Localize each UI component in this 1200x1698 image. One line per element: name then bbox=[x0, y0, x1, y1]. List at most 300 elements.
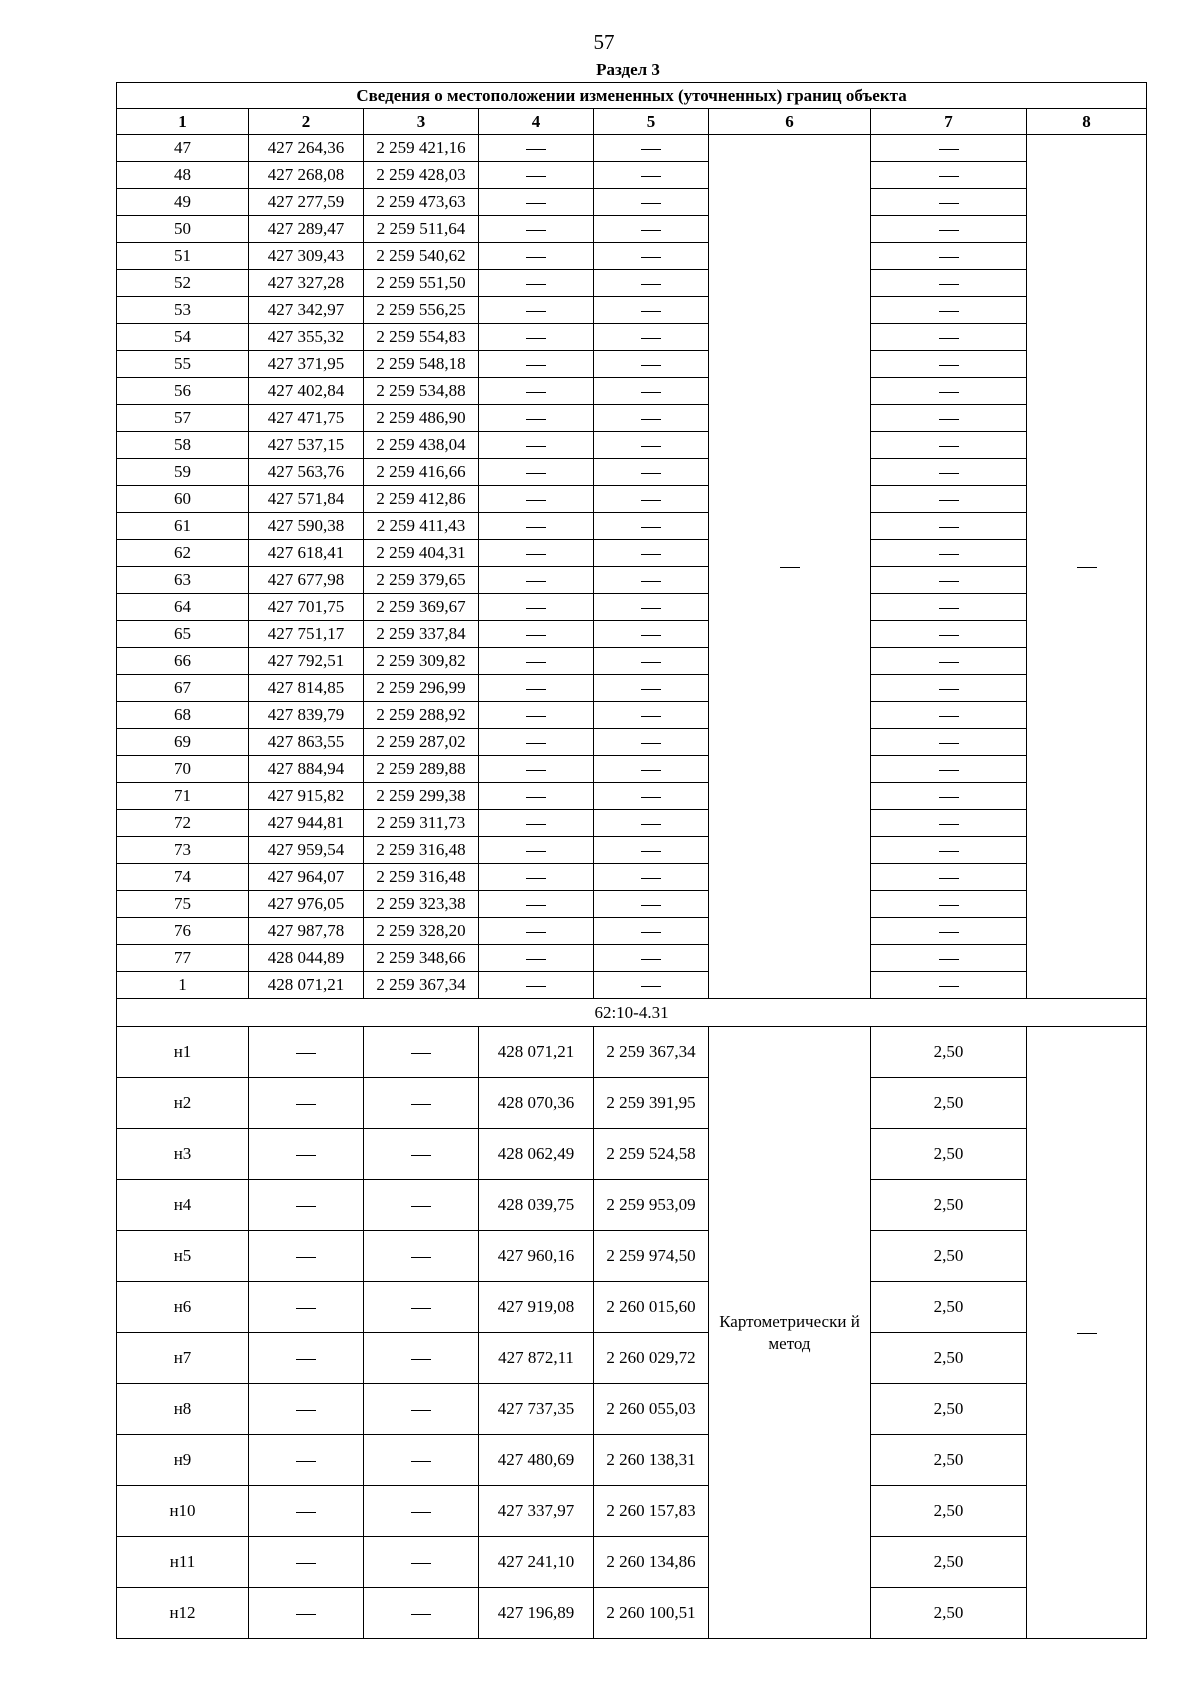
description-cell bbox=[1027, 1027, 1147, 1639]
point-number: 64 bbox=[117, 594, 249, 621]
existing-x: 427 342,97 bbox=[249, 297, 364, 324]
existing-y: 2 259 367,34 bbox=[364, 972, 479, 999]
point-number: н5 bbox=[117, 1231, 249, 1282]
dash-mark bbox=[526, 554, 546, 555]
precision-cell bbox=[871, 243, 1027, 270]
existing-y: 2 259 428,03 bbox=[364, 162, 479, 189]
table-row bbox=[117, 891, 1147, 918]
existing-x: 427 751,17 bbox=[249, 621, 364, 648]
existing-y: 2 259 309,82 bbox=[364, 648, 479, 675]
new-y bbox=[594, 270, 709, 297]
existing-x: 427 277,59 bbox=[249, 189, 364, 216]
existing-y: 2 259 296,99 bbox=[364, 675, 479, 702]
existing-x bbox=[249, 1537, 364, 1588]
new-y bbox=[594, 594, 709, 621]
new-x bbox=[479, 783, 594, 810]
table-row bbox=[117, 1537, 1147, 1588]
dash-mark bbox=[411, 1104, 431, 1105]
new-x: 427 241,10 bbox=[479, 1537, 594, 1588]
dash-mark bbox=[939, 743, 959, 744]
precision-cell: 2,50 bbox=[871, 1435, 1027, 1486]
existing-x: 427 618,41 bbox=[249, 540, 364, 567]
new-y bbox=[594, 351, 709, 378]
dash-mark bbox=[939, 689, 959, 690]
point-number: н7 bbox=[117, 1333, 249, 1384]
dash-mark bbox=[296, 1563, 316, 1564]
existing-x: 427 944,81 bbox=[249, 810, 364, 837]
table-row bbox=[117, 675, 1147, 702]
point-number: 70 bbox=[117, 756, 249, 783]
dash-mark bbox=[939, 905, 959, 906]
point-number: 75 bbox=[117, 891, 249, 918]
point-number: 62 bbox=[117, 540, 249, 567]
dash-mark bbox=[526, 365, 546, 366]
table-row bbox=[117, 648, 1147, 675]
new-y bbox=[594, 135, 709, 162]
dash-mark bbox=[526, 230, 546, 231]
point-number: н6 bbox=[117, 1282, 249, 1333]
new-x bbox=[479, 594, 594, 621]
dash-mark bbox=[641, 284, 661, 285]
new-y bbox=[594, 729, 709, 756]
dash-mark bbox=[526, 932, 546, 933]
existing-y: 2 259 379,65 bbox=[364, 567, 479, 594]
table-row bbox=[117, 702, 1147, 729]
point-number: н10 bbox=[117, 1486, 249, 1537]
dash-mark bbox=[526, 419, 546, 420]
new-x bbox=[479, 270, 594, 297]
dash-mark bbox=[641, 932, 661, 933]
new-y bbox=[594, 162, 709, 189]
precision-cell bbox=[871, 810, 1027, 837]
precision-cell bbox=[871, 297, 1027, 324]
point-number: 53 bbox=[117, 297, 249, 324]
existing-x: 427 839,79 bbox=[249, 702, 364, 729]
table-row bbox=[117, 621, 1147, 648]
existing-y bbox=[364, 1282, 479, 1333]
table-row bbox=[117, 216, 1147, 243]
new-y bbox=[594, 648, 709, 675]
dash-mark bbox=[641, 338, 661, 339]
dash-mark bbox=[526, 770, 546, 771]
point-number: 69 bbox=[117, 729, 249, 756]
table-body bbox=[117, 135, 1147, 1639]
dash-mark bbox=[780, 567, 800, 568]
precision-cell bbox=[871, 540, 1027, 567]
new-y bbox=[594, 324, 709, 351]
point-number: н3 bbox=[117, 1129, 249, 1180]
new-x bbox=[479, 189, 594, 216]
new-x bbox=[479, 351, 594, 378]
precision-cell bbox=[871, 459, 1027, 486]
dash-mark bbox=[296, 1257, 316, 1258]
dash-mark bbox=[641, 149, 661, 150]
dash-mark bbox=[641, 257, 661, 258]
dash-mark bbox=[641, 527, 661, 528]
dash-mark bbox=[641, 986, 661, 987]
point-number: 49 bbox=[117, 189, 249, 216]
dash-mark bbox=[411, 1257, 431, 1258]
new-x bbox=[479, 567, 594, 594]
new-x bbox=[479, 405, 594, 432]
table-row bbox=[117, 378, 1147, 405]
dash-mark bbox=[641, 851, 661, 852]
dash-mark bbox=[939, 608, 959, 609]
new-x: 427 480,69 bbox=[479, 1435, 594, 1486]
precision-cell bbox=[871, 216, 1027, 243]
existing-x: 427 402,84 bbox=[249, 378, 364, 405]
new-y bbox=[594, 783, 709, 810]
point-number: 58 bbox=[117, 432, 249, 459]
new-y bbox=[594, 810, 709, 837]
existing-y: 2 259 540,62 bbox=[364, 243, 479, 270]
new-x bbox=[479, 756, 594, 783]
dash-mark bbox=[526, 662, 546, 663]
table-row bbox=[117, 1588, 1147, 1639]
existing-y bbox=[364, 1588, 479, 1639]
dash-mark bbox=[939, 338, 959, 339]
new-y bbox=[594, 945, 709, 972]
existing-x: 428 071,21 bbox=[249, 972, 364, 999]
existing-x: 427 264,36 bbox=[249, 135, 364, 162]
dash-mark bbox=[939, 257, 959, 258]
dash-mark bbox=[296, 1155, 316, 1156]
existing-y: 2 259 337,84 bbox=[364, 621, 479, 648]
table-row bbox=[117, 1486, 1147, 1537]
new-x bbox=[479, 972, 594, 999]
dash-mark bbox=[939, 716, 959, 717]
existing-y: 2 259 288,92 bbox=[364, 702, 479, 729]
existing-y: 2 259 328,20 bbox=[364, 918, 479, 945]
new-y: 2 259 524,58 bbox=[594, 1129, 709, 1180]
column-header-3: 3 bbox=[364, 109, 479, 135]
new-y bbox=[594, 432, 709, 459]
point-number: 47 bbox=[117, 135, 249, 162]
dash-mark bbox=[526, 905, 546, 906]
dash-mark bbox=[939, 959, 959, 960]
dash-mark bbox=[939, 527, 959, 528]
existing-y bbox=[364, 1435, 479, 1486]
new-y bbox=[594, 864, 709, 891]
table-caption: Сведения о местоположении измененных (уточненных) границ объекта bbox=[117, 83, 1147, 109]
new-y bbox=[594, 675, 709, 702]
existing-y bbox=[364, 1180, 479, 1231]
precision-cell bbox=[871, 972, 1027, 999]
table-row bbox=[117, 351, 1147, 378]
table-row bbox=[117, 1435, 1147, 1486]
dash-mark bbox=[641, 905, 661, 906]
point-number: 71 bbox=[117, 783, 249, 810]
existing-x: 427 884,94 bbox=[249, 756, 364, 783]
new-y bbox=[594, 378, 709, 405]
dash-mark bbox=[939, 581, 959, 582]
new-x: 427 872,11 bbox=[479, 1333, 594, 1384]
table-row bbox=[117, 540, 1147, 567]
new-y bbox=[594, 459, 709, 486]
dash-mark bbox=[526, 608, 546, 609]
point-number: 68 bbox=[117, 702, 249, 729]
column-header-5: 5 bbox=[594, 109, 709, 135]
new-x bbox=[479, 459, 594, 486]
precision-cell bbox=[871, 918, 1027, 945]
existing-x: 427 915,82 bbox=[249, 783, 364, 810]
precision-cell bbox=[871, 891, 1027, 918]
new-x bbox=[479, 378, 594, 405]
dash-mark bbox=[641, 365, 661, 366]
point-number: 74 bbox=[117, 864, 249, 891]
dash-mark bbox=[526, 203, 546, 204]
existing-x bbox=[249, 1486, 364, 1537]
existing-x: 427 471,75 bbox=[249, 405, 364, 432]
precision-cell bbox=[871, 621, 1027, 648]
new-y bbox=[594, 486, 709, 513]
column-header-2: 2 bbox=[249, 109, 364, 135]
dash-mark bbox=[296, 1461, 316, 1462]
precision-cell bbox=[871, 702, 1027, 729]
dash-mark bbox=[641, 689, 661, 690]
new-y bbox=[594, 972, 709, 999]
precision-cell bbox=[871, 729, 1027, 756]
new-y bbox=[594, 756, 709, 783]
existing-x: 427 268,08 bbox=[249, 162, 364, 189]
dash-mark bbox=[296, 1206, 316, 1207]
precision-cell bbox=[871, 486, 1027, 513]
point-number: 76 bbox=[117, 918, 249, 945]
dash-mark bbox=[296, 1104, 316, 1105]
new-x bbox=[479, 864, 594, 891]
existing-y: 2 259 404,31 bbox=[364, 540, 479, 567]
dash-mark bbox=[939, 635, 959, 636]
table-row bbox=[117, 324, 1147, 351]
dash-mark bbox=[641, 824, 661, 825]
point-number: н1 bbox=[117, 1027, 249, 1078]
table-row bbox=[117, 405, 1147, 432]
new-y bbox=[594, 216, 709, 243]
dash-mark bbox=[641, 500, 661, 501]
column-header-6: 6 bbox=[709, 109, 871, 135]
table-row bbox=[117, 945, 1147, 972]
existing-y: 2 259 416,66 bbox=[364, 459, 479, 486]
dash-mark bbox=[526, 743, 546, 744]
table-row bbox=[117, 864, 1147, 891]
precision-cell: 2,50 bbox=[871, 1078, 1027, 1129]
table-row bbox=[117, 918, 1147, 945]
precision-cell bbox=[871, 594, 1027, 621]
existing-x bbox=[249, 1027, 364, 1078]
table-row bbox=[117, 783, 1147, 810]
new-x bbox=[479, 432, 594, 459]
dash-mark bbox=[939, 500, 959, 501]
dash-mark bbox=[526, 176, 546, 177]
new-y bbox=[594, 621, 709, 648]
point-number: 48 bbox=[117, 162, 249, 189]
dash-mark bbox=[939, 797, 959, 798]
table-row bbox=[117, 1129, 1147, 1180]
new-y: 2 260 015,60 bbox=[594, 1282, 709, 1333]
table-row bbox=[117, 162, 1147, 189]
new-x bbox=[479, 702, 594, 729]
existing-y bbox=[364, 1231, 479, 1282]
new-y: 2 260 157,83 bbox=[594, 1486, 709, 1537]
point-number: н12 bbox=[117, 1588, 249, 1639]
existing-y: 2 259 534,88 bbox=[364, 378, 479, 405]
precision-cell bbox=[871, 648, 1027, 675]
point-number: 50 bbox=[117, 216, 249, 243]
existing-x: 427 814,85 bbox=[249, 675, 364, 702]
dash-mark bbox=[641, 635, 661, 636]
new-y: 2 260 100,51 bbox=[594, 1588, 709, 1639]
new-x: 427 737,35 bbox=[479, 1384, 594, 1435]
existing-x bbox=[249, 1231, 364, 1282]
point-number: 63 bbox=[117, 567, 249, 594]
table-row bbox=[117, 1333, 1147, 1384]
dash-mark bbox=[939, 311, 959, 312]
parcel-label-row bbox=[117, 999, 1147, 1027]
dash-mark bbox=[641, 392, 661, 393]
new-x bbox=[479, 918, 594, 945]
table-row bbox=[117, 1027, 1147, 1078]
existing-y bbox=[364, 1333, 479, 1384]
existing-y: 2 259 473,63 bbox=[364, 189, 479, 216]
dash-mark bbox=[296, 1614, 316, 1615]
existing-x bbox=[249, 1129, 364, 1180]
existing-y: 2 259 486,90 bbox=[364, 405, 479, 432]
precision-cell bbox=[871, 837, 1027, 864]
point-number: 59 bbox=[117, 459, 249, 486]
point-number: 66 bbox=[117, 648, 249, 675]
dash-mark bbox=[526, 986, 546, 987]
new-x bbox=[479, 837, 594, 864]
new-x bbox=[479, 297, 594, 324]
dash-mark bbox=[411, 1359, 431, 1360]
new-x: 427 919,08 bbox=[479, 1282, 594, 1333]
new-x bbox=[479, 540, 594, 567]
precision-cell bbox=[871, 945, 1027, 972]
dash-mark bbox=[526, 149, 546, 150]
dash-mark bbox=[939, 446, 959, 447]
dash-mark bbox=[526, 311, 546, 312]
table-row bbox=[117, 729, 1147, 756]
dash-mark bbox=[1077, 567, 1097, 568]
dash-mark bbox=[526, 824, 546, 825]
new-y bbox=[594, 189, 709, 216]
existing-y: 2 259 438,04 bbox=[364, 432, 479, 459]
existing-x: 428 044,89 bbox=[249, 945, 364, 972]
dash-mark bbox=[939, 392, 959, 393]
existing-y: 2 259 554,83 bbox=[364, 324, 479, 351]
existing-y: 2 259 287,02 bbox=[364, 729, 479, 756]
dash-mark bbox=[939, 473, 959, 474]
dash-mark bbox=[641, 743, 661, 744]
existing-x bbox=[249, 1588, 364, 1639]
precision-cell bbox=[871, 270, 1027, 297]
dash-mark bbox=[939, 176, 959, 177]
dash-mark bbox=[641, 311, 661, 312]
new-y bbox=[594, 918, 709, 945]
existing-x: 427 309,43 bbox=[249, 243, 364, 270]
dash-mark bbox=[641, 878, 661, 879]
dash-mark bbox=[526, 851, 546, 852]
point-number: 55 bbox=[117, 351, 249, 378]
precision-cell bbox=[871, 567, 1027, 594]
existing-x: 427 976,05 bbox=[249, 891, 364, 918]
new-x bbox=[479, 135, 594, 162]
dash-mark bbox=[296, 1053, 316, 1054]
dash-mark bbox=[1077, 1333, 1097, 1334]
dash-mark bbox=[641, 554, 661, 555]
method-cell bbox=[709, 135, 871, 999]
precision-cell bbox=[871, 189, 1027, 216]
dash-mark bbox=[641, 176, 661, 177]
precision-cell bbox=[871, 864, 1027, 891]
new-y: 2 259 953,09 bbox=[594, 1180, 709, 1231]
dash-mark bbox=[526, 689, 546, 690]
dash-mark bbox=[641, 230, 661, 231]
new-x bbox=[479, 621, 594, 648]
dash-mark bbox=[411, 1614, 431, 1615]
existing-y: 2 259 421,16 bbox=[364, 135, 479, 162]
table-row bbox=[117, 1231, 1147, 1282]
point-number: 67 bbox=[117, 675, 249, 702]
existing-x: 427 677,98 bbox=[249, 567, 364, 594]
existing-x: 427 537,15 bbox=[249, 432, 364, 459]
column-header-1: 1 bbox=[117, 109, 249, 135]
existing-x: 427 371,95 bbox=[249, 351, 364, 378]
new-x: 428 039,75 bbox=[479, 1180, 594, 1231]
precision-cell: 2,50 bbox=[871, 1027, 1027, 1078]
existing-x: 427 289,47 bbox=[249, 216, 364, 243]
existing-x: 427 863,55 bbox=[249, 729, 364, 756]
existing-x: 427 792,51 bbox=[249, 648, 364, 675]
new-y bbox=[594, 513, 709, 540]
dash-mark bbox=[411, 1155, 431, 1156]
table-row bbox=[117, 972, 1147, 999]
dash-mark bbox=[641, 770, 661, 771]
dash-mark bbox=[411, 1410, 431, 1411]
existing-y: 2 259 411,43 bbox=[364, 513, 479, 540]
dash-mark bbox=[641, 203, 661, 204]
new-x bbox=[479, 648, 594, 675]
dash-mark bbox=[641, 473, 661, 474]
table-row bbox=[117, 756, 1147, 783]
column-header-8: 8 bbox=[1027, 109, 1147, 135]
dash-mark bbox=[296, 1410, 316, 1411]
existing-x: 427 563,76 bbox=[249, 459, 364, 486]
existing-y bbox=[364, 1486, 479, 1537]
existing-y: 2 259 323,38 bbox=[364, 891, 479, 918]
precision-cell bbox=[871, 756, 1027, 783]
new-y: 2 259 367,34 bbox=[594, 1027, 709, 1078]
new-x bbox=[479, 162, 594, 189]
new-y: 2 260 029,72 bbox=[594, 1333, 709, 1384]
existing-x: 427 590,38 bbox=[249, 513, 364, 540]
existing-y: 2 259 289,88 bbox=[364, 756, 479, 783]
dash-mark bbox=[411, 1512, 431, 1513]
new-y bbox=[594, 567, 709, 594]
existing-y bbox=[364, 1537, 479, 1588]
existing-y: 2 259 316,48 bbox=[364, 837, 479, 864]
new-y bbox=[594, 243, 709, 270]
precision-cell bbox=[871, 432, 1027, 459]
point-number: 73 bbox=[117, 837, 249, 864]
existing-x: 427 987,78 bbox=[249, 918, 364, 945]
precision-cell: 2,50 bbox=[871, 1180, 1027, 1231]
section-title: Раздел 3 bbox=[596, 60, 660, 79]
dash-mark bbox=[411, 1206, 431, 1207]
table-row bbox=[117, 837, 1147, 864]
dash-mark bbox=[526, 635, 546, 636]
point-number: 51 bbox=[117, 243, 249, 270]
